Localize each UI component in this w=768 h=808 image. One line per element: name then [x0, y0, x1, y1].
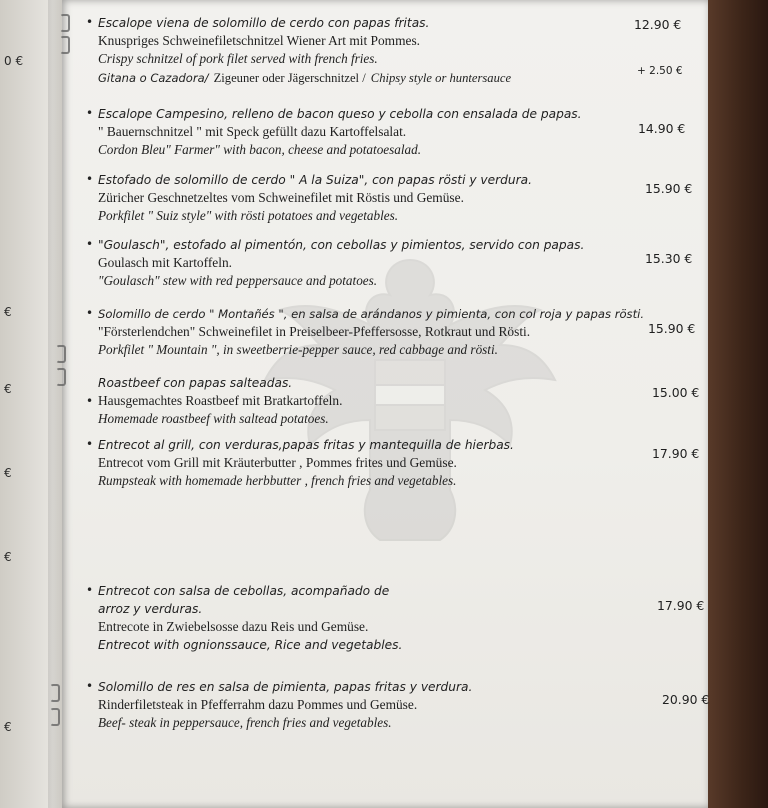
- item-price: 15.00 €: [652, 385, 700, 400]
- bullet-icon: •: [86, 679, 94, 693]
- item-name-es: Escalope Campesino, relleno de bacon queso y cebolla con ensalada de papas.: [98, 107, 582, 121]
- menu-item: [86, 14, 512, 87]
- item-name-de: Goulasch mit Kartoffeln.: [98, 255, 232, 270]
- left-page-price: €: [4, 720, 12, 734]
- item-name-es: "Goulasch", estofado al pimentón, con cebollas y pimientos, servido con papas.: [98, 238, 585, 252]
- item-name-en: Entrecot with ognionssauce, Rice and vegetables.: [98, 638, 403, 652]
- menu-item: [86, 374, 343, 428]
- item-price: 17.90 €: [657, 598, 705, 613]
- item-name-en: Porkfilet " Mountain ", in sweetberrie-pepper sauce, red cabbage and rösti.: [98, 342, 498, 357]
- item-name-en: Homemade roastbeef with saltead potatoes.: [98, 411, 329, 426]
- item-name-es: Solomillo de res en salsa de pimienta, papas fritas y verdura.: [98, 680, 473, 694]
- binder-ring-icon: [56, 368, 66, 386]
- bullet-icon: •: [86, 237, 94, 251]
- item-name-es: Entrecot al grill, con verduras,papas fritas y mantequilla de hierbas.: [98, 438, 514, 452]
- binder-ring-icon: [50, 708, 60, 726]
- item-price: 12.90 €: [634, 17, 682, 32]
- item-name-de: Entrecot vom Grill mit Kräuterbutter , Pommes frites und Gemüse.: [98, 455, 457, 470]
- variant-es: Gitana o Cazadora/: [98, 71, 209, 85]
- item-variants: [98, 68, 511, 87]
- binder-ring-icon: [60, 14, 70, 32]
- item-name-en: Rumpsteak with homemade herbbutter , french fries and vegetables.: [98, 473, 457, 488]
- left-page-price: €: [4, 550, 12, 564]
- left-page-price: €: [4, 305, 12, 319]
- item-name-de: Rinderfiletsteak in Pfefferrahm dazu Pommes und Gemüse.: [98, 697, 418, 712]
- item-name-es: Escalope viena de solomillo de cerdo con papas fritas.: [98, 16, 430, 30]
- bullet-icon: •: [86, 172, 94, 186]
- item-name-es: Roastbeef con papas salteadas.: [98, 376, 293, 390]
- left-page-price: 0 €: [4, 54, 24, 68]
- menu-item: [86, 582, 403, 654]
- bullet-icon: •: [86, 15, 94, 29]
- binder-ring-icon: [50, 684, 60, 702]
- item-name-es: Estofado de solomillo de cerdo " A la Suiza", con papas rösti y verdura.: [98, 173, 532, 187]
- item-name-de: " Bauernschnitzel " mit Speck gefüllt dazu Kartoffelsalat.: [98, 124, 407, 139]
- bullet-icon: •: [86, 106, 94, 120]
- variant-en: Chipsy style or huntersauce: [370, 71, 512, 85]
- item-name-en: "Goulasch" stew with red peppersauce and potatoes.: [98, 273, 378, 288]
- menu-item: [86, 171, 532, 225]
- left-page-price: €: [4, 466, 12, 480]
- item-name-en: Cordon Bleu" Farmer" with bacon, cheese and potatoesalad.: [98, 142, 422, 157]
- item-name-de: Entrecote in Zwiebelsosse dazu Reis und Gemüse.: [98, 619, 369, 634]
- menu-item: [86, 436, 514, 490]
- binder-ring-icon: [56, 345, 66, 363]
- item-name-en: Porkfilet " Suiz style" with rösti potatoes and vegetables.: [98, 208, 399, 223]
- bullet-icon: •: [86, 394, 94, 408]
- item-name-de: Knuspriges Schweinefiletschnitzel Wiener Art mit Pommes.: [98, 33, 421, 48]
- variant-de: Zigeuner oder Jägerschnitzel /: [213, 71, 366, 85]
- menu-item: [86, 236, 585, 290]
- bullet-icon: •: [86, 437, 94, 451]
- menu-item: [86, 105, 582, 159]
- left-page-price: €: [4, 382, 12, 396]
- item-price: 15.90 €: [648, 321, 696, 336]
- item-price: 15.90 €: [645, 181, 693, 196]
- item-price: 15.30 €: [645, 251, 693, 266]
- item-name-de: "Försterlendchen" Schweinefilet in Preiselbeer-Pfeffersosse, Rotkraut und Rösti.: [98, 324, 531, 339]
- item-name-de: Züricher Geschnetzeltes vom Schweinefilet mit Röstis und Gemüse.: [98, 190, 464, 205]
- menu-item: [86, 678, 473, 732]
- item-price: 17.90 €: [652, 446, 700, 461]
- item-name-es: Entrecot con salsa de cebollas, acompañado de: [98, 584, 390, 598]
- item-name-es: Solomillo de cerdo " Montañés ", en salsa de arándanos y pimienta, con col roja y papas rösti.: [98, 307, 645, 321]
- binder-ring-icon: [60, 36, 70, 54]
- item-price: 14.90 €: [638, 121, 686, 136]
- item-name-en: Crispy schnitzel of pork filet served with french fries.: [98, 51, 378, 66]
- item-price: 20.90 €: [662, 692, 710, 707]
- item-name-es-cont: arroz y verduras.: [98, 602, 203, 616]
- item-extra-price: + 2.50 €: [637, 65, 683, 77]
- bullet-icon: •: [86, 583, 94, 597]
- menu-item: [86, 305, 645, 359]
- bullet-icon: •: [86, 306, 94, 320]
- item-name-en: Beef- steak in peppersauce, french fries and vegetables.: [98, 715, 392, 730]
- wooden-table-edge: [706, 0, 768, 808]
- item-name-de: Hausgemachtes Roastbeef mit Bratkartoffeln.: [98, 393, 343, 408]
